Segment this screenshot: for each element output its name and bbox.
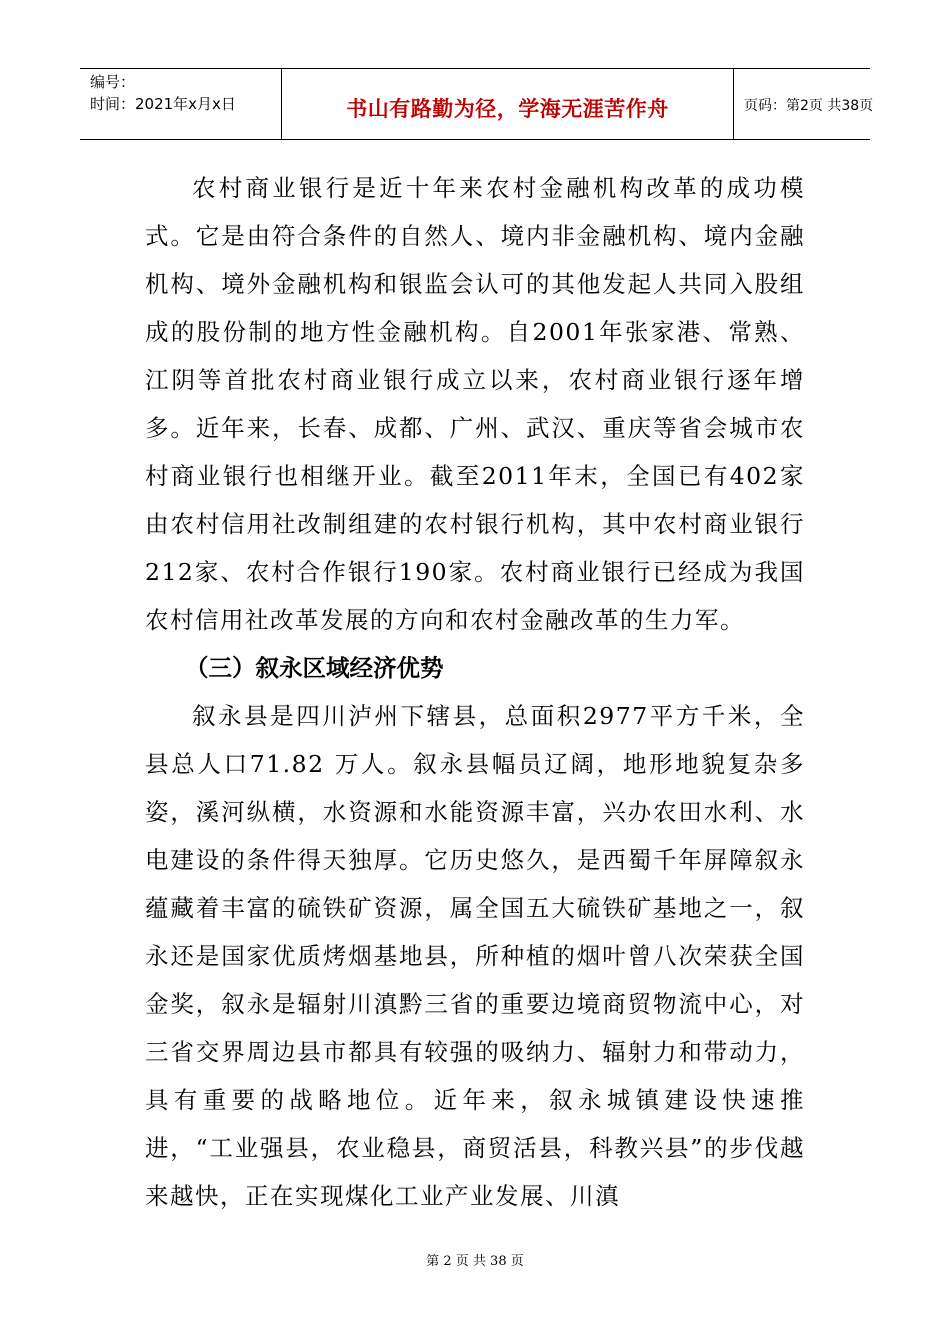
header-meta-cell (80, 69, 282, 139)
paragraph-rural-commercial-banks: 农村商业银行是近十年来农村金融机构改革的成功模式。它是由符合条件的自然人、境内非金融机构、境内金融机构、境外金融机构和银监会认可的其他发起人共同入股组成的股份制的地方性金融机构。自2001年张家港、常熟、江阴等首批农村商业银行成立以来，农村商业银行逐年增多。近年来，长春、成都、广州、武汉、重庆等省会城市农村商业银行也相继开业。截至2011年末，全国已有402家由农村信用社改制组建的农村银行机构，其中农村商业银行212家、农村合作银行190家。农村商业银行已经成为我国农村信用社改革发展的方向和农村金融改革的生力军。 (145, 174, 805, 634)
document-body (145, 164, 805, 1220)
header-page-info: 页码：第2页 共38页 (744, 98, 874, 114)
document-time-label: 时间：2021年x月x日 (90, 95, 236, 113)
paragraph-xuyong-economy: 叙永县是四川泸州下辖县，总面积2977平方千米，全县总人口71.82 万人。叙永县幅员辽阔，地形地貌复杂多姿，溪河纵横，水资源和水能资源丰富，兴办农田水利、水电建设的条件得天独厚。它历史悠久，是西蜀千年屏障叙永蕴藏着丰富的硫铁矿资源，属全国五大硫铁矿基地之一，叙永还是国家优质烤烟基地县，所种植的烟叶曾八次荣获全国金奖，叙永是辐射川滇黔三省的重要边境商贸物流中心，对三省交界周边县市都具有较强的吸纳力、辐射力和带动力，具有重要的战略地位。近年来，叙永城镇建设快速推进，“工业强县，农业稳县，商贸活县，科教兴县”的步伐越来越快，正在实现煤化工业产业发展、川滇 (145, 702, 805, 1210)
header-motto: 书山有路勤为径，学海无涯苦作舟 (346, 97, 669, 121)
page-footer: 第 2 页 共 38 页 (426, 1254, 524, 1269)
page-header (80, 68, 874, 140)
section-heading: （三）叙永区域经济优势 (185, 654, 444, 682)
header-motto-cell (282, 69, 734, 139)
document-number-label: 编号： (90, 73, 136, 91)
header-page-cell (734, 69, 874, 139)
